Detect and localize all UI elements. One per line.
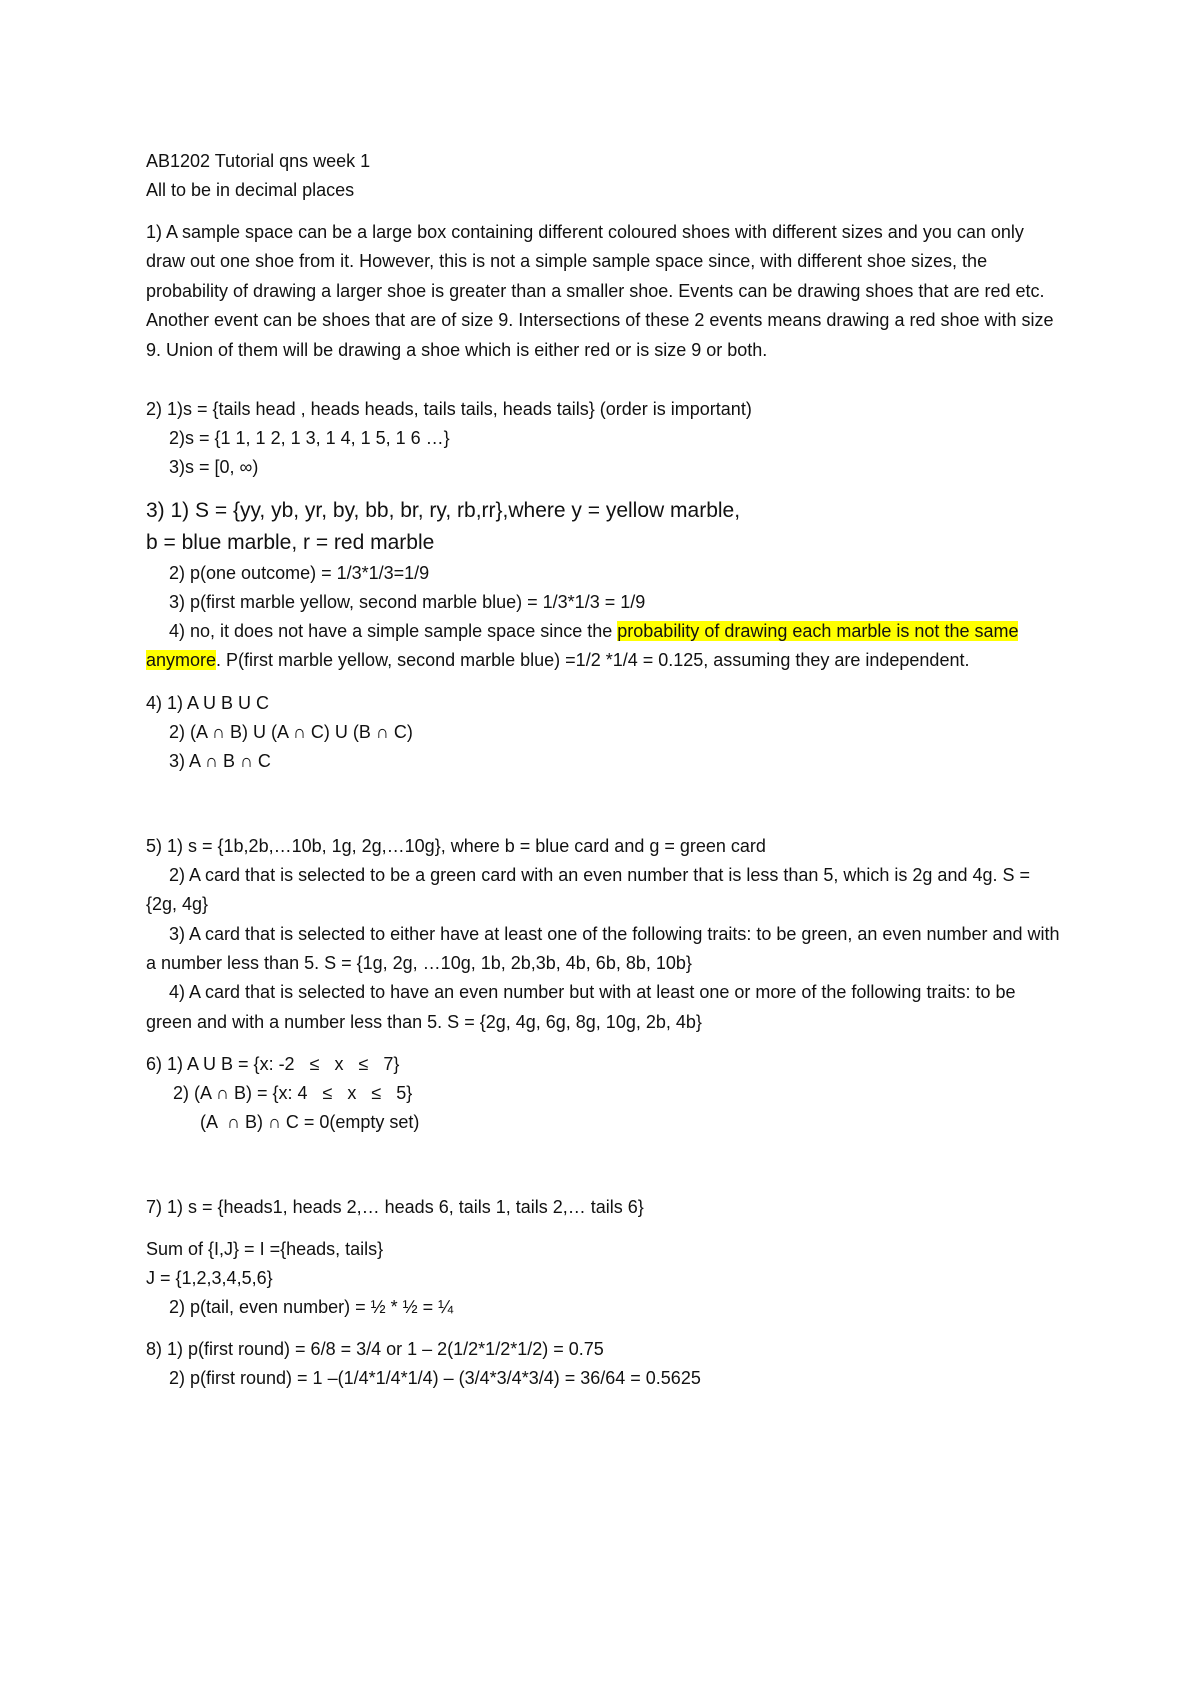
q5-part-3: 3) A card that is selected to either have at least one of the following traits: to be green, an even number and with a number less than 5. S = {1g, 2g, …10g, 1b, 2b,3b, 4b, 6b, 8b, 10b}: [146, 923, 1060, 974]
q2-part-2: 2)s = {1 1, 1 2, 1 3, 1 4, 1 5, 1 6 …}: [169, 428, 450, 449]
q7-part-1: 7) 1) s = {heads1, heads 2,… heads 6, tails 1, tails 2,… tails 6}: [146, 1197, 644, 1218]
q4-part-1: 4) 1) A U B U C: [146, 692, 270, 713]
q6-part-2: 2) (A ∩ B) = {x: 4 ≤ x ≤ 5}: [173, 1083, 413, 1104]
q8-part-1: 8) 1) p(first round) = 6/8 = 3/4 or 1 – 2(1/2*1/2*1/2) = 0.75: [146, 1339, 604, 1360]
q4-part-3: 3) A ∩ B ∩ C: [169, 750, 271, 771]
q8-part-2: 2) p(first round) = 1 –(1/4*1/4*1/4) – (3/4*3/4*3/4) = 36/64 = 0.5625: [169, 1368, 701, 1389]
q4-part-2: 2) (A ∩ B) U (A ∩ C) U (B ∩ C): [169, 721, 413, 742]
q2-part-1: 2) 1)s = {tails head , heads heads, tails tails, heads tails} (order is important): [146, 399, 752, 420]
q5-part-2: 2) A card that is selected to be a green card with an even number that is less than 5, which is 2g and 4g. S = {2g, 4g}: [146, 864, 1031, 915]
q7-part-2: 2) p(tail, even number) = ½ * ½ = ¼: [169, 1297, 454, 1318]
question-1-answer: 1) A sample space can be a large box containing different coloured shoes with different sizes and you can only draw out one shoe from it. However, this is not a simple sample space since, with different shoe sizes, the probability of drawing a larger shoe is greater than a smaller shoe. Events can be drawing shoes that are red etc. Another event can be shoes that are of size 9. Intersections of these 2 events means drawing a red shoe with size 9. Union of them will be drawing a shoe which is either red or is size 9 or both.: [146, 222, 1054, 360]
q6-part-1: 6) 1) A U B = {x: -2 ≤ x ≤ 7}: [146, 1054, 400, 1075]
q3-part-1-cont: b = blue marble, r = red marble: [146, 531, 435, 555]
document-title: AB1202 Tutorial qns week 1: [146, 151, 371, 171]
q7-j-line: J = {1,2,3,4,5,6}: [146, 1268, 273, 1289]
highlighted-text: probability of drawing each marble is not the same anymore: [146, 621, 1019, 671]
q3-part-4: [146, 617, 1066, 676]
q3-part-4-text-a: 4) no, it does not have a simple sample space since the: [169, 621, 618, 642]
q2-part-3: 3)s = [0, ∞): [169, 457, 259, 478]
q5-part-4: 4) A card that is selected to have an even number but with at least one or more of the following traits: to be green and with a number less than 5. S = {2g, 4g, 6g, 8g, 10g, 2b, 4b}: [146, 982, 1016, 1032]
q3-part-4-text-b: . P(first marble yellow, second marble blue) =1/2 *1/4 = 0.125, assuming they are independent.: [216, 650, 970, 671]
q7-sum-line: Sum of {I,J} = I ={heads, tails}: [146, 1239, 384, 1260]
q6-part-2-cont: (A ∩ B) ∩ C = 0(empty set): [200, 1112, 420, 1133]
q3-part-1: 3) 1) S = {yy, yb, yr, by, bb, br, ry, rb,rr},where y = yellow marble,: [146, 499, 741, 523]
document-body: [146, 147, 1066, 1393]
q5-part-1: 5) 1) s = {1b,2b,…10b, 1g, 2g,…10g}, where b = blue card and g = green card: [146, 835, 766, 856]
q3-part-2: 2) p(one outcome) = 1/3*1/3=1/9: [169, 563, 430, 584]
document-subtitle: All to be in decimal places: [146, 180, 355, 200]
q3-part-3: 3) p(first marble yellow, second marble blue) = 1/3*1/3 = 1/9: [169, 592, 646, 613]
